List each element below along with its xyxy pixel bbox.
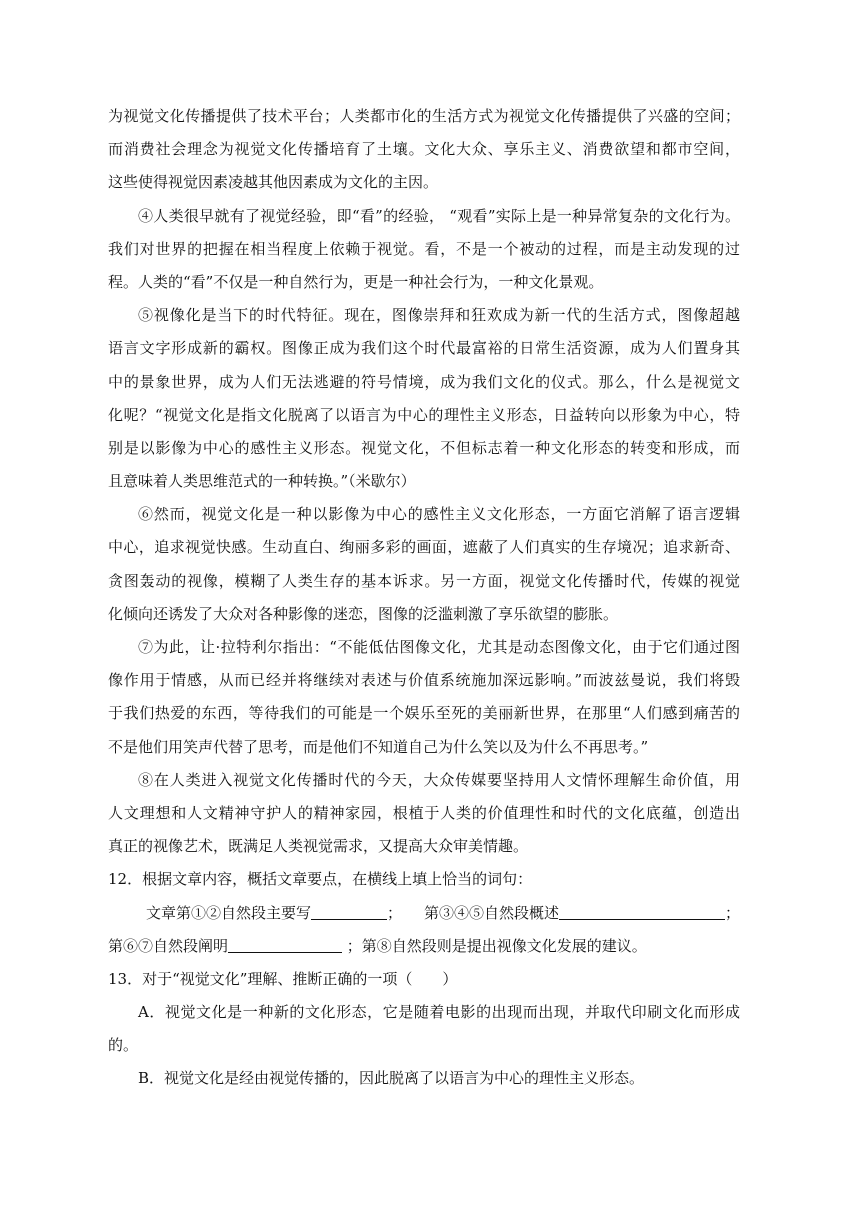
question-13-option-a-line-1[interactable]: A．视觉文化是一种新的文化形态，它是随着电影的出现而出现，并取代印刷文化而形成 — [138, 1003, 740, 1022]
paragraph-8-line-1: ⑧在人类进入视觉文化传播时代的今天，大众传媒要坚持用人文情怀理解生命价值，用 — [138, 770, 740, 789]
question-12-fill-row-1 — [108, 897, 740, 930]
question-12-fill-row-2 — [108, 930, 740, 963]
document-page — [108, 100, 740, 1096]
question-13-option-a-line-2[interactable]: 的。 — [108, 1036, 139, 1055]
paragraph-4-line-1: ④人类很早就有了视觉经验，即“看”的经验， “观看”实际上是一种异常复杂的文化行为。 — [138, 206, 740, 225]
question-13-option-b[interactable]: B．视觉文化是经由视觉传播的，因此脱离了以语言为中心的理性主义形态。 — [138, 1069, 645, 1088]
question-12-fill-b-label: 第③④⑤自然段概述 — [423, 903, 559, 922]
question-12-fill-a — [146, 897, 402, 930]
paragraph-5-line-2: 语言文字形成新的霸权。图像正成为我们这个时代最富裕的日常生活资源，成为人们置身其 — [108, 339, 740, 358]
paragraph-6-line-1: ⑥然而，视觉文化是一种以影像为中心的感性主义文化形态，一方面它消解了语言逻辑 — [138, 505, 740, 524]
answer-blank-2[interactable] — [559, 901, 725, 920]
question-12-fill-c-end: ；第⑧自然段则是提出视像文化发展的建议。 — [346, 936, 647, 955]
paragraph-7-line-2: 像作用于情感，从而已经并将继续对表述与价值系统施加深远影响。”而波兹曼说，我们将毁 — [108, 671, 740, 690]
paragraph-8-line-2: 人文理想和人文精神守护人的精神家园，根植于人类的价值理性和时代的文化底蕴，创造出 — [108, 803, 740, 822]
question-12-fill-c-label: 第⑥⑦自然段阐明 — [108, 936, 229, 955]
paragraph-5-line-5: 别是以影像为中心的感性主义形态。视觉文化，不但标志着一种文化形态的转变和形成，而 — [108, 438, 740, 457]
paragraph-8-line-3: 真正的视像艺术，既满足人类视觉需求，又提高大众审美情趣。 — [108, 837, 529, 856]
paragraph-7-line-1: ⑦为此，让·拉特利尔指出：“不能低估图像文化，尤其是动态图像文化，由于它们通过图 — [138, 638, 740, 656]
paragraph-6-line-4: 化倾向还诱发了大众对各种影像的迷恋，图像的泛滥刺激了享乐欲望的膨胀。 — [108, 604, 619, 623]
question-12-stem: 12．根据文章内容，概括文章要点，在横线上填上恰当的词句： — [108, 870, 533, 889]
paragraph-7-line-4: 不是他们用笑声代替了思考，而是他们不知道自己为什么笑以及为什么不再思考。” — [108, 737, 649, 756]
paragraph-5-line-6: 且意味着人类思维范式的一种转换。”（米歇尔） — [108, 472, 416, 491]
paragraph-7-line-3: 于我们热爱的东西，等待我们的可能是一个娱乐至死的美丽新世界，在那里“人们感到痛苦的 — [108, 704, 740, 723]
question-13-stem: 13．对于“视觉文化”理解、推断正确的一项（ ） — [108, 969, 458, 988]
paragraph-3-line-3: 这些使得视觉因素凌越其他因素成为文化的主因。 — [108, 173, 439, 192]
paragraph-6-line-3: 贪图轰动的视像，模糊了人类生存的基本诉求。另一方面，视觉文化传播时代，传媒的视觉 — [108, 571, 740, 590]
answer-blank-3[interactable] — [228, 934, 342, 953]
question-12-fill-b — [424, 897, 740, 930]
question-12-fill-a-separator: ； — [387, 903, 403, 922]
paragraph-5-line-1: ⑤视像化是当下的时代特征。现在，图像崇拜和狂欢成为新一代的生活方式，图像超越 — [138, 306, 740, 325]
paragraph-5-line-3: 中的景象世界，成为人们无法逃避的符号情境，成为我们文化的仪式。那么，什么是视觉文 — [108, 372, 740, 391]
paragraph-6-line-2: 中心，追求视觉快感。生动直白、绚丽多彩的画面，遮蔽了人们真实的生存境况；追求新奇、 — [108, 538, 740, 557]
paragraph-3-line-1: 为视觉文化传播提供了技术平台；人类都市化的生活方式为视觉文化传播提供了兴盛的空间； — [108, 107, 740, 125]
question-12-fill-b-end: ； — [724, 903, 740, 922]
paragraph-3-line-2: 而消费社会理念为视觉文化传播培育了土壤。文化大众、享乐主义、消费欲望和都市空间， — [108, 140, 740, 159]
paragraph-4-line-3: 程。人类的“看”不仅是一种自然行为，更是一种社会行为，一种文化景观。 — [108, 272, 604, 291]
paragraph-5-line-4: 化呢？“视觉文化是指文化脱离了以语言为中心的理性主义形态，日益转向以形象为中心，特 — [108, 405, 740, 424]
paragraph-4-line-2: 我们对世界的把握在相当程度上依赖于视觉。看，不是一个被动的过程，而是主动发现的过 — [108, 239, 740, 258]
answer-blank-1[interactable] — [311, 901, 387, 920]
question-12-fill-a-label: 文章第①②自然段主要写 — [146, 903, 312, 922]
